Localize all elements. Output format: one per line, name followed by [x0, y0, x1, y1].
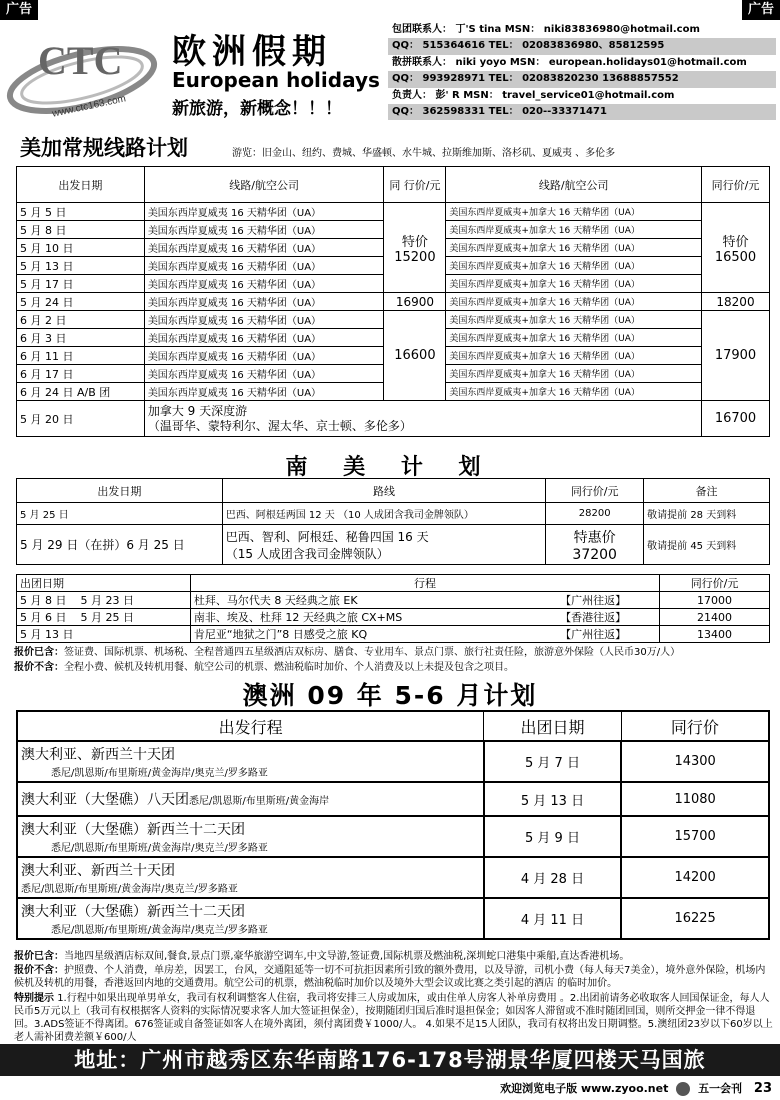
sa-price: 特惠价 37200 [546, 525, 644, 565]
usa-price-f: 17900 [702, 311, 770, 401]
sa-note: 敬请提前 45 天到料 [644, 525, 770, 565]
af-date: 5 月 8 日 5 月 23 日 [17, 592, 191, 609]
usa-route: 美国东西岸夏威夷 16 天精华团（UA） [144, 257, 384, 275]
usa-date: 5 月 17 日 [17, 275, 145, 293]
usa-row [17, 293, 770, 311]
au-price: 16225 [621, 898, 769, 939]
au-row [17, 741, 769, 782]
af-date: 5 月 6 日 5 月 25 日 [17, 609, 191, 626]
usa-route: 美国东西岸夏威夷 16 天精华团（UA） [144, 311, 384, 329]
footer-issue: 五一会刊 [698, 1082, 743, 1095]
th-price: 同 行价/元 [384, 167, 446, 203]
usa-route: 美国东西岸夏威夷 16 天精华团（UA） [144, 329, 384, 347]
usa-date: 5 月 13 日 [17, 257, 145, 275]
africa-excluded: 报价不含：全程小费、候机及转机用餐、航空公司的机票、燃油税临时加价、个人消费及以上未提及包含之项目。 [14, 662, 514, 673]
au-route: 澳大利亚（大堡礁）新西兰十二天团 悉尼/凯恩斯/布里斯班/黄金海岸/奥克兰/罗多路亚 [17, 816, 484, 857]
canada-price: 16700 [702, 401, 770, 437]
th-route2: 线路/航空公司 [446, 167, 702, 203]
usa-route: 美国东西岸夏威夷 16 天精华团（UA） [144, 347, 384, 365]
af-th-price: 同行价/元 [660, 575, 770, 592]
header [4, 22, 776, 122]
af-route: 肯尼亚“地狱之门”8 日感受之旅 KQ 【广州往返】 [190, 626, 659, 643]
usa-route2: 美国东西岸夏威夷+加拿大 16 天精华团（UA） [446, 203, 702, 221]
sa-title: 南 美 计 划 [285, 455, 495, 480]
au-row [17, 857, 769, 898]
africa-table [16, 574, 770, 643]
usa-date: 6 月 17 日 [17, 365, 145, 383]
au-route: 澳大利亚、新西兰十天团 悉尼/凯恩斯/布里斯班/黄金海岸/奥克兰/罗多路亚 [17, 741, 484, 782]
footer-logo-icon [676, 1082, 690, 1096]
africa-row [17, 609, 770, 626]
au-th-price: 同行价 [621, 711, 769, 741]
contact-line: 包团联系人： 丁'S tina MSN： niki83836980@hotmail.com [392, 24, 700, 35]
sa-th-date: 出发日期 [17, 479, 223, 503]
usa-route2: 美国东西岸夏威夷+加拿大 16 天精华团（UA） [446, 365, 702, 383]
address-bar: 地址：广州市越秀区东华南路176-178号湖景华厦四楼天马国旅 [0, 1044, 780, 1076]
usa-date: 5 月 24 日 [17, 293, 145, 311]
usa-price-a: 特价 15200 [384, 203, 446, 293]
th-price2: 同行价/元 [702, 167, 770, 203]
sa-note: 敬请提前 28 天到料 [644, 503, 770, 525]
brand-en: European holidays [172, 68, 380, 92]
au-route: 澳大利亚、新西兰十天团 悉尼/凯恩斯/布里斯班/黄金海岸/奥克兰/罗多路亚 [17, 857, 484, 898]
usa-route2: 美国东西岸夏威夷+加拿大 16 天精华团（UA） [446, 275, 702, 293]
au-title: 澳洲 09 年 5-6 月计划 [242, 681, 538, 710]
usa-date: 6 月 11 日 [17, 347, 145, 365]
au-row [17, 782, 769, 816]
usa-route: 美国东西岸夏威夷 16 天精华团（UA） [144, 383, 384, 401]
usa-route: 美国东西岸夏威夷 16 天精华团（UA） [144, 203, 384, 221]
usa-route: 美国东西岸夏威夷 16 天精华团（UA） [144, 221, 384, 239]
usa-route2: 美国东西岸夏威夷+加拿大 16 天精华团（UA） [446, 347, 702, 365]
usa-price-b: 特价 16500 [702, 203, 770, 293]
africa-row [17, 626, 770, 643]
au-date: 5 月 9 日 [484, 816, 622, 857]
usa-row [17, 203, 770, 221]
sa-th-note: 备注 [644, 479, 770, 503]
usa-price-e: 16600 [384, 311, 446, 401]
au-price: 14200 [621, 857, 769, 898]
au-date: 5 月 13 日 [484, 782, 622, 816]
au-row [17, 898, 769, 939]
sa-price: 28200 [546, 503, 644, 525]
usa-date: 5 月 5 日 [17, 203, 145, 221]
af-price: 17000 [660, 592, 770, 609]
canada-route: 加拿大 9 天深度游 （温哥华、蒙特利尔、渥太华、京士顿、多伦多） [144, 401, 701, 437]
usa-row [17, 311, 770, 329]
af-price: 13400 [660, 626, 770, 643]
usa-date: 5 月 8 日 [17, 221, 145, 239]
au-date: 5 月 7 日 [484, 741, 622, 782]
contact-line: QQ： 993928971 TEL： 02083820230 13688857552 [388, 71, 776, 87]
usa-price-d: 18200 [702, 293, 770, 311]
usa-price-c: 16900 [384, 293, 446, 311]
au-price: 14300 [621, 741, 769, 782]
au-date: 4 月 28 日 [484, 857, 622, 898]
af-th-date: 出团日期 [17, 575, 191, 592]
usa-tour-sites: 游览：旧金山、纽约、费城、华盛顿、水牛城、拉斯维加斯、洛杉矶、夏威夷 、多伦多 [232, 148, 616, 159]
usa-route: 美国东西岸夏威夷 16 天精华团（UA） [144, 293, 384, 311]
usa-route2: 美国东西岸夏威夷+加拿大 16 天精华团（UA） [446, 311, 702, 329]
sa-route: 巴西、阿根廷两国 12 天 （10 人成团含我司金牌领队） [222, 503, 546, 525]
usa-route2: 美国东西岸夏威夷+加拿大 16 天精华团（UA） [446, 383, 702, 401]
sa-row [17, 525, 770, 565]
contact-line: 负责人： 彭' R MSN： travel_service01@hotmail.com [392, 89, 675, 101]
usa-route2: 美国东西岸夏威夷+加拿大 16 天精华团（UA） [446, 257, 702, 275]
usa-title: 美加常规线路计划 [20, 136, 188, 160]
contact-line: QQ： 362598331 TEL： 020--33371471 [388, 104, 776, 120]
africa-row [17, 592, 770, 609]
usa-route2: 美国东西岸夏威夷+加拿大 16 天精华团（UA） [446, 293, 702, 311]
brand-cn: 欧洲假期 [172, 32, 332, 72]
ad-label-left: 广告 [0, 0, 38, 20]
contact-line: 散拼联系人： niki yoyo MSN： european.holidays01@hotmail.com [392, 56, 747, 68]
af-th-route: 行程 [190, 575, 659, 592]
logo-text: CTC [38, 38, 123, 83]
sa-route: 巴西、智利、阿根廷、秘鲁四国 16 天 （15 人成团含我司金牌领队） [222, 525, 546, 565]
au-route: 澳大利亚（大堡礁）八天团悉尼/凯恩斯/布里斯班/黄金海岸 [17, 782, 484, 816]
sa-row [17, 503, 770, 525]
ctc-logo [4, 22, 164, 122]
th-date: 出发日期 [17, 167, 145, 203]
au-row [17, 816, 769, 857]
th-route: 线路/航空公司 [144, 167, 384, 203]
ad-label-right: 广告 [742, 0, 780, 20]
au-th-route: 出发行程 [17, 711, 484, 741]
au-price: 15700 [621, 816, 769, 857]
usa-date: 6 月 24 日 A/B 团 [17, 383, 145, 401]
africa-included: 报价已含：签证费、国际机票、机场税、全程普通四五星级酒店双标房、膳食、专业用车、景点门票、旅行社责任险，旅游意外保险（人民币30万/人） [14, 647, 681, 658]
usa-route: 美国东西岸夏威夷 16 天精华团（UA） [144, 239, 384, 257]
usa-date: 5 月 10 日 [17, 239, 145, 257]
sa-th-price: 同行价/元 [546, 479, 644, 503]
sa-date: 5 月 29 日（在拼）6 月 25 日 [17, 525, 223, 565]
au-th-date: 出团日期 [484, 711, 622, 741]
usa-date: 6 月 2 日 [17, 311, 145, 329]
usa-route: 美国东西岸夏威夷 16 天精华团（UA） [144, 365, 384, 383]
footer-browse: 欢迎浏览电子版 www.zyoo.net [500, 1082, 669, 1095]
contact-line: QQ： 515364616 TEL： 02083836980、85812595 [388, 38, 776, 54]
af-date: 5 月 13 日 [17, 626, 191, 643]
canada-date: 5 月 20 日 [17, 401, 145, 437]
au-table [16, 710, 770, 940]
usa-date: 6 月 3 日 [17, 329, 145, 347]
af-route: 杜拜、马尔代夫 8 天经典之旅 EK 【广州往返】 [190, 592, 659, 609]
usa-route2: 美国东西岸夏威夷+加拿大 16 天精华团（UA） [446, 239, 702, 257]
usa-route: 美国东西岸夏威夷 16 天精华团（UA） [144, 275, 384, 293]
footer [500, 1080, 772, 1096]
au-date: 4 月 11 日 [484, 898, 622, 939]
au-included: 报价已含：当地四星级酒店标双间,餐食,景点门票,豪华旅游空调车,中文导游,签证费,国际机票及燃油税,深圳蛇口港集中乘船,直达香港机场。 [14, 951, 630, 962]
au-special: 特别提示 1.行程中如果出现单男单女，我司有权利调整客人住宿，我司将安排三人房或加床，或由住单人房客人补单房费用 。2.出团前请务必收取客人回国保证金，每人人民币5万元以上（我司有权根据客人资料的实际情况要求客人加大签证担保金），按期随团归国后准时退担保金；如因客人滞留或不准时随团回国，则所交押金一律不得退回。3.ADS签证不得离团。676签证或自备签证如客人在境外离团，须付离团费￥1000/人。 4.如果不足15人团队，我司有权将出发日期调整。5.澳纽团23岁以下60岁以上老人需补团费差额￥600/人 [14, 993, 773, 1043]
logo-url: www.ctc163.com [51, 93, 127, 120]
au-route: 澳大利亚（大堡礁）新西兰十二天团 悉尼/凯恩斯/布里斯班/黄金海岸/奥克兰/罗多路亚 [17, 898, 484, 939]
sa-th-route: 路线 [222, 479, 546, 503]
usa-table [16, 166, 770, 437]
af-route: 南非、埃及、杜拜 12 天经典之旅 CX+MS 【香港往返】 [190, 609, 659, 626]
sa-date: 5 月 25 日 [17, 503, 223, 525]
usa-route2: 美国东西岸夏威夷+加拿大 16 天精华团（UA） [446, 329, 702, 347]
sa-table [16, 478, 770, 565]
au-excluded: 报价不含：护照费、个人消费，单房差，因罢工，台风，交通阻延等一切不可抗拒因素所引致的额外费用，以及导游，司机小费（每人每天7美金），境外意外保险，机场内候机及转机的用餐，香港返回内地的交通费用。航空公司的机票，燃油税临时加价以及境外大型会议或比赛之类引起的酒店 的临时加价。 [14, 965, 766, 989]
slogan: 新旅游，新概念！！！ [172, 99, 342, 119]
page-number: 23 [753, 1081, 772, 1096]
usa-route2: 美国东西岸夏威夷+加拿大 16 天精华团（UA） [446, 221, 702, 239]
af-price: 21400 [660, 609, 770, 626]
contact-block [388, 22, 776, 122]
au-price: 11080 [621, 782, 769, 816]
